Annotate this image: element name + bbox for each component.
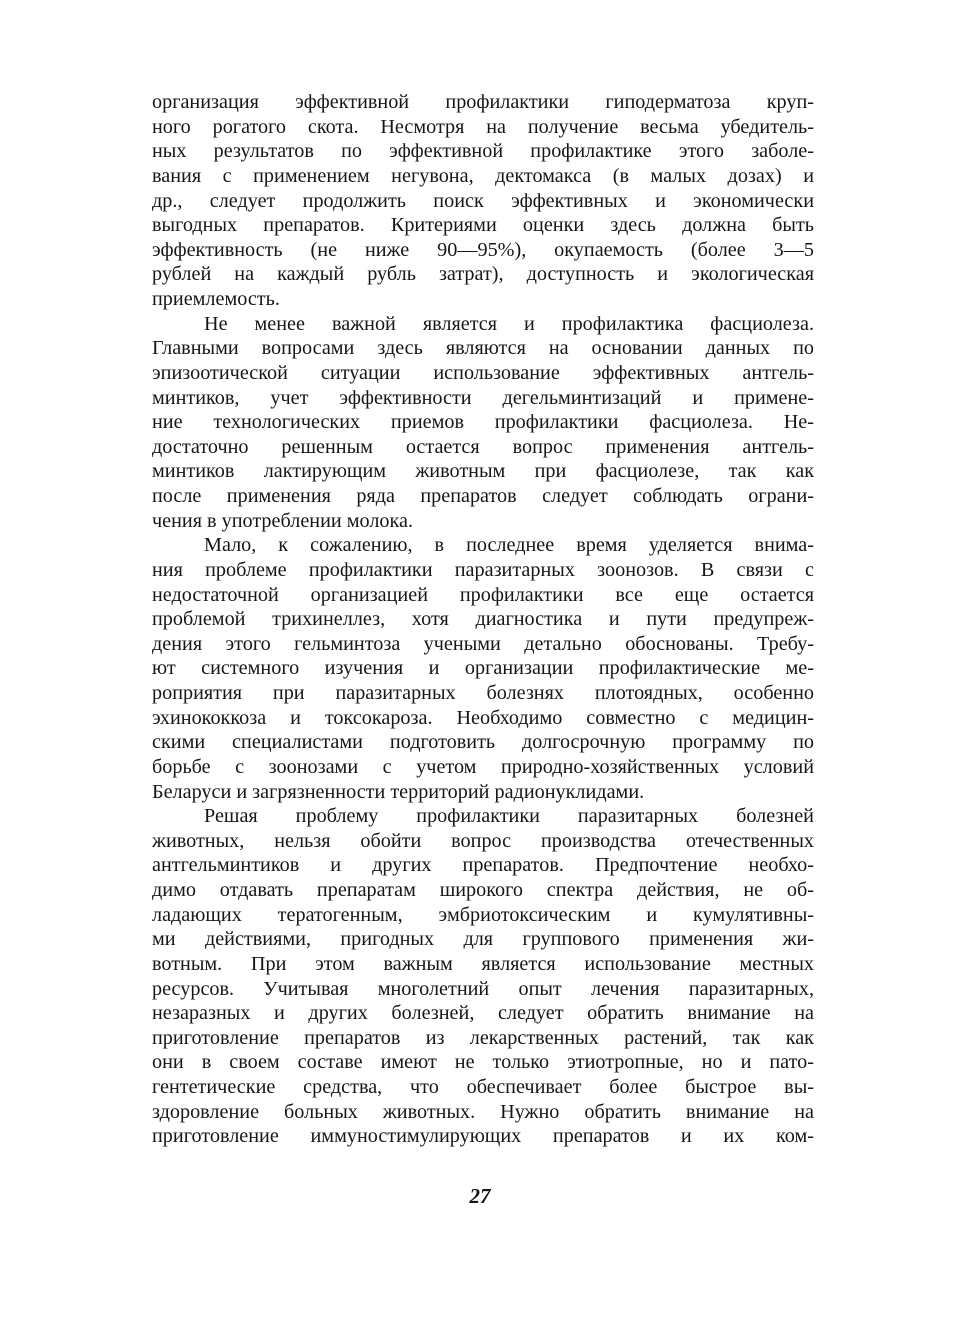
text-line: они в своем составе имеют не только этиотропные, но и пато-	[152, 1051, 814, 1074]
text-line: достаточно решенным остается вопрос применения антгель-	[152, 435, 814, 458]
text-line: после применения ряда препаратов следует соблюдать ограни-	[152, 485, 814, 507]
text-line: роприятия при паразитарных болезнях плотоядных, особенно	[152, 682, 814, 704]
text-line: борьбе с зоонозами с учетом природно-хозяйственных условий	[152, 755, 814, 778]
text-line: антгельминтиков и других препаратов. Предпочтение необхо-	[152, 854, 814, 877]
text-line: эхинококкоза и токсокароза. Необходимо совместно с медицин-	[152, 706, 814, 729]
text-line: приемлемость.	[152, 288, 280, 310]
text-line: Беларуси и загрязненности территорий радионуклидами.	[152, 780, 645, 803]
text-line: проблемой трихинеллез, хотя диагностика и пути предупреж-	[152, 608, 814, 631]
page-number: 27	[469, 1184, 491, 1208]
text-line: выгодных препаратов. Критериями оценки здесь должна быть	[152, 214, 814, 237]
text-line: ладающих тератогенным, эмбриотоксическим и кумулятивны-	[152, 903, 814, 926]
text-line: димо отдавать препаратам широкого спектра действия, не об-	[152, 879, 814, 901]
text-line: дения этого гельминтоза учеными детально обоснованы. Требу-	[152, 632, 814, 655]
body-text	[152, 90, 814, 1149]
text-line: Решая проблему профилактики паразитарных болезней	[204, 805, 814, 828]
text-line: ных результатов по эффективной профилактике этого заболе-	[152, 140, 814, 163]
text-line: гентетические средства, что обеспечивает более быстрое вы-	[152, 1076, 814, 1098]
text-line: ют системного изучения и организации профилактические ме-	[152, 657, 814, 680]
text-line: минтиков лактирующим животным при фасциолезе, так как	[152, 460, 814, 483]
text-line: Мало, к сожалению, в последнее время уделяется внима-	[204, 534, 814, 557]
text-line: недостаточной организацией профилактики все еще остается	[152, 583, 814, 606]
text-line: минтиков, учет эффективности дегельминтизаций и примене-	[152, 386, 814, 409]
text-line: животных, нельзя обойти вопрос производства отечественных	[152, 829, 814, 852]
text-line: эффективность (не ниже 90—95%), окупаемость (более 3—5	[152, 238, 814, 261]
text-line: организация эффективной профилактики гиподерматоза круп-	[152, 91, 814, 113]
text-line: Не менее важной является и профилактика фасциолеза.	[204, 312, 814, 335]
text-line: чения в употреблении молока.	[152, 509, 414, 532]
text-line: ресурсов. Учитывая многолетний опыт лечения паразитарных,	[152, 977, 814, 1000]
text-line: здоровление больных животных. Нужно обратить внимание на	[152, 1100, 814, 1123]
text-line: незаразных и других болезней, следует обратить внимание на	[152, 1002, 814, 1025]
text-line: приготовление препаратов из лекарственных растений, так как	[152, 1026, 814, 1049]
text-line: ного рогатого скота. Несмотря на получение весьма убедитель-	[152, 115, 814, 138]
text-line: рублей на каждый рубль затрат), доступность и экологическая	[152, 263, 814, 286]
text-line: др., следует продолжить поиск эффективных и экономически	[152, 189, 814, 212]
text-line: Главными вопросами здесь являются на основании данных по	[152, 337, 814, 360]
text-line: вания с применением негувона, дектомакса (в малых дозах) и	[152, 164, 814, 187]
text-line: вотным. При этом важным является использование местных	[152, 952, 814, 975]
text-line: скими специалистами подготовить долгосрочную программу по	[152, 731, 814, 754]
text-line: ние технологических приемов профилактики фасциолеза. Не-	[152, 411, 814, 434]
text-line: ния проблеме профилактики паразитарных зоонозов. В связи с	[152, 558, 814, 581]
text-line: эпизоотической ситуации использование эффективных антгель-	[152, 361, 814, 384]
text-line: приготовление иммуностимулирующих препаратов и их ком-	[152, 1125, 814, 1148]
text-line: ми действиями, пригодных для группового применения жи-	[152, 928, 814, 951]
